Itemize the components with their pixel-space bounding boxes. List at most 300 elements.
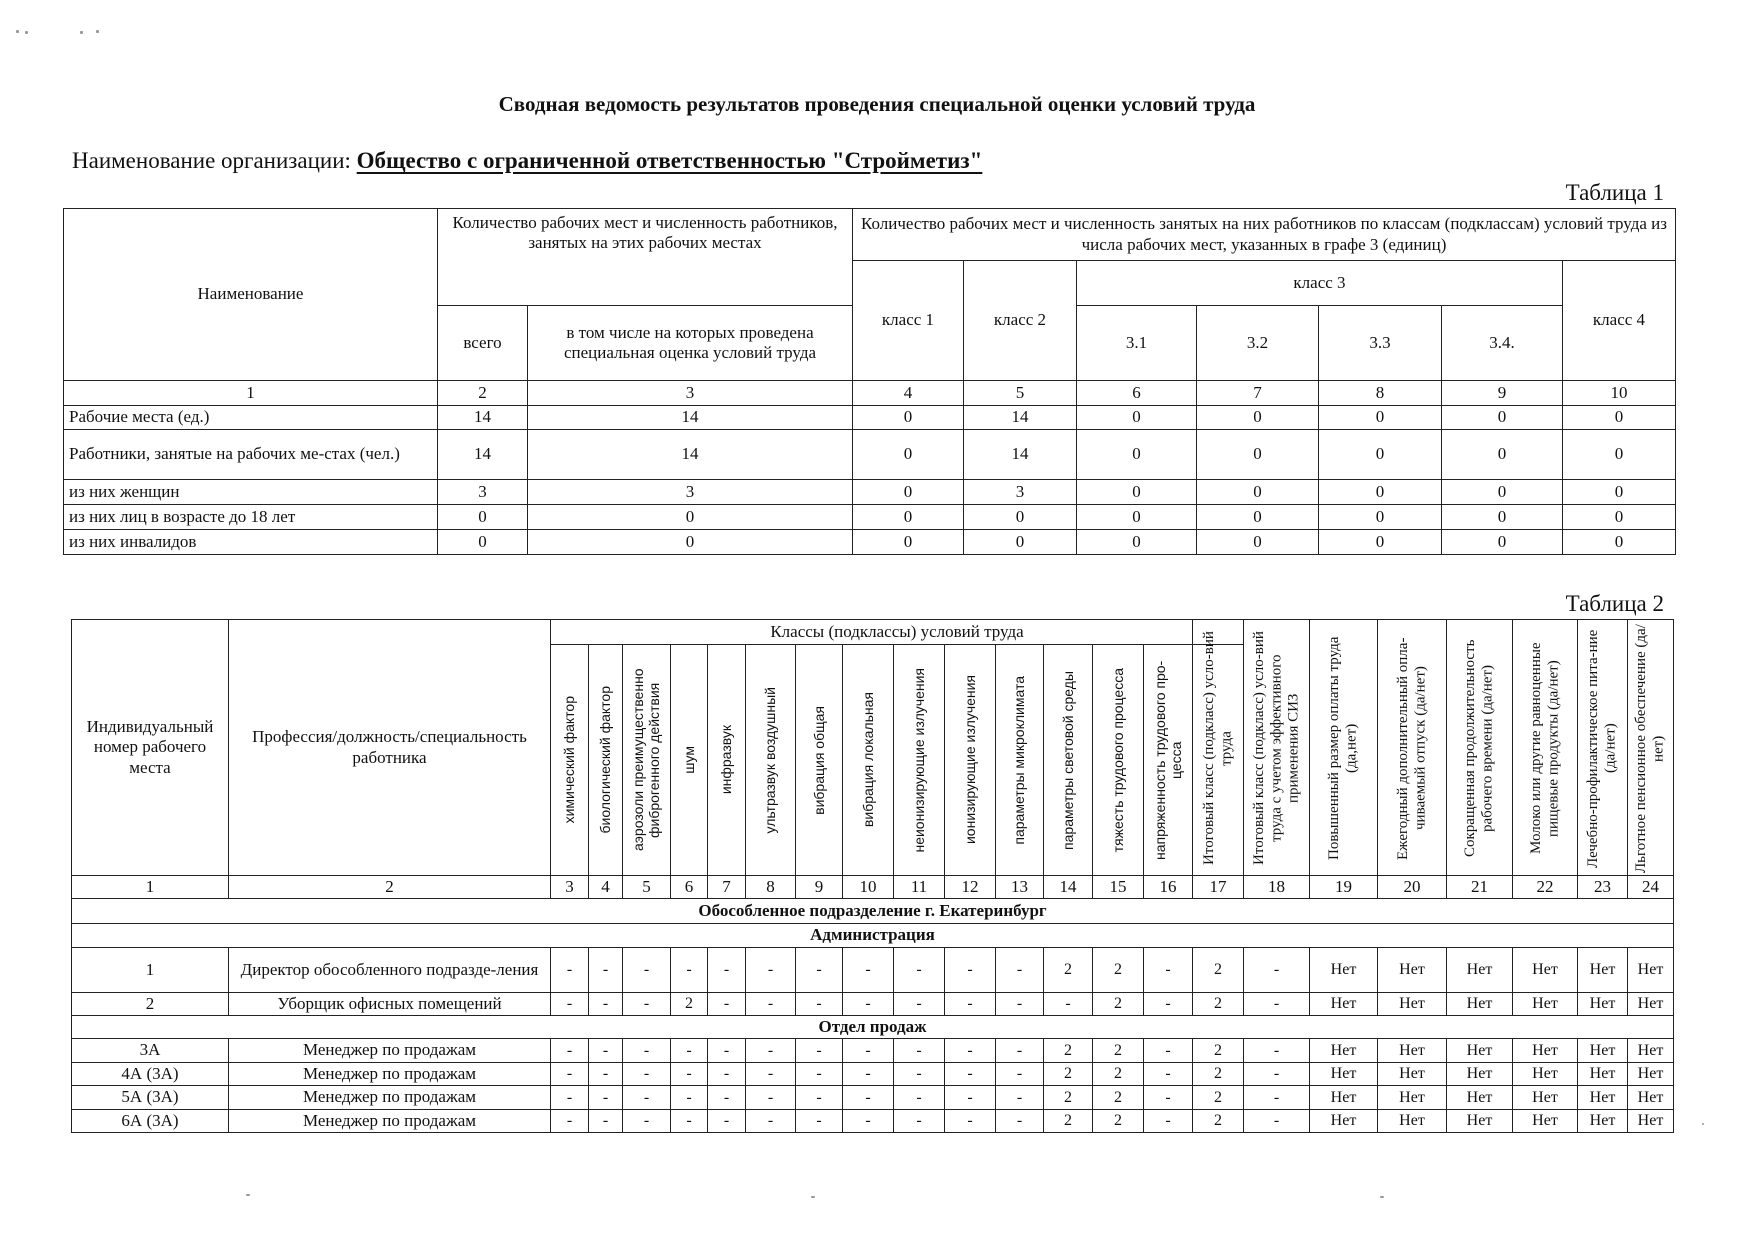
t2-row-value: -: [588, 992, 623, 1016]
t2-row-value: -: [1243, 1109, 1310, 1133]
t2-row-value: -: [795, 1109, 843, 1133]
t2-row-value: Нет: [1309, 1038, 1378, 1063]
t2-header-pension: [1627, 619, 1674, 876]
t1-row-value: 0: [1318, 405, 1442, 430]
t2-header-factor-label: тяжесть трудового процесса: [1109, 667, 1126, 853]
t1-row-name: из них женщин: [63, 479, 438, 505]
t1-header-class3: класс 3: [1076, 260, 1563, 306]
t1-row-value: 0: [1562, 529, 1676, 555]
t1-row-value: 0: [1441, 504, 1563, 530]
t1-row-value: 0: [1562, 479, 1676, 505]
t2-column-number: 12: [944, 875, 996, 899]
t1-header-sub32: 3.2: [1196, 305, 1319, 381]
t2-header-reduced-hours: [1446, 619, 1513, 876]
t2-column-number: 11: [893, 875, 945, 899]
t2-header-profession: Профессия/должность/специальность работника: [228, 619, 551, 876]
t2-column-number: 19: [1309, 875, 1378, 899]
t2-row-value: Нет: [1627, 1085, 1674, 1110]
t2-column-number: 3: [550, 875, 589, 899]
t1-row-value: 0: [1196, 529, 1319, 555]
t2-header-label: Итоговый класс (подкласс) усло-вий труда: [1200, 631, 1234, 866]
t2-row-value: -: [893, 1062, 945, 1086]
t2-row-value: -: [622, 1062, 671, 1086]
t2-row-value: -: [670, 1062, 708, 1086]
t2-column-number: 14: [1043, 875, 1093, 899]
t2-row-value: Нет: [1377, 1085, 1447, 1110]
t2-column-number: 20: [1377, 875, 1447, 899]
t1-header-class2: класс 2: [963, 260, 1077, 381]
t1-row-value: 0: [437, 504, 528, 530]
t2-row-profession: Уборщик офисных помещений: [228, 992, 551, 1016]
t2-column-number: 17: [1192, 875, 1244, 899]
t1-header-name: Наименование: [63, 208, 438, 381]
t1-row-value: 0: [1562, 405, 1676, 430]
t1-row-value: 0: [1441, 405, 1563, 430]
t2-header-factor: [795, 644, 843, 876]
t2-row-value: -: [707, 1038, 746, 1063]
t1-column-number: 1: [63, 380, 438, 406]
t2-row-value: -: [944, 947, 996, 993]
t2-row-value: -: [1243, 1038, 1310, 1063]
t1-header-sub34: 3.4.: [1441, 305, 1563, 381]
t1-row-value: 3: [437, 479, 528, 505]
t2-row-value: 2: [1092, 947, 1144, 993]
t1-header-assessed: в том числе на которых проведена специальная оценка условий труда: [527, 305, 853, 381]
t2-header-factor: [707, 644, 746, 876]
t2-row-value: -: [588, 947, 623, 993]
t2-row-value: -: [550, 992, 589, 1016]
t2-row-value: -: [588, 1038, 623, 1063]
t2-header-increased-pay: [1309, 619, 1378, 876]
t2-row-workplace-id: 4А (3А): [71, 1062, 229, 1086]
organization-name: Общество с ограниченной ответственностью "Стройметиз": [356, 148, 983, 173]
t2-column-number: 15: [1092, 875, 1144, 899]
t2-section-admin: Администрация: [71, 923, 1674, 948]
t2-column-number: 2: [228, 875, 551, 899]
t2-column-number: 4: [588, 875, 623, 899]
t2-header-label: Сокращенная продолжительность рабочего времени (да/нет): [1462, 639, 1496, 858]
t2-row-workplace-id: 2: [71, 992, 229, 1016]
t2-row-value: -: [944, 1062, 996, 1086]
t1-row-value: 0: [852, 479, 964, 505]
t2-row-value: -: [707, 992, 746, 1016]
t2-row-workplace-id: 1: [71, 947, 229, 993]
t2-row-value: -: [550, 1085, 589, 1110]
t1-column-number: 7: [1196, 380, 1319, 406]
t2-row-value: -: [670, 1038, 708, 1063]
t2-header-extra-leave: [1377, 619, 1447, 876]
t1-column-number: 4: [852, 380, 964, 406]
t2-row-value: Нет: [1577, 1038, 1628, 1063]
t2-row-value: -: [842, 1085, 894, 1110]
t2-row-value: Нет: [1512, 992, 1578, 1016]
t1-row-value: 0: [1318, 429, 1442, 480]
t2-row-value: -: [550, 1038, 589, 1063]
t2-row-value: Нет: [1446, 947, 1513, 993]
t2-header-final-class-ppe: [1243, 619, 1310, 876]
t1-row-value: 0: [1196, 504, 1319, 530]
t2-row-value: Нет: [1309, 1085, 1378, 1110]
t2-section-sales: Отдел продаж: [71, 1015, 1674, 1039]
t2-row-value: Нет: [1577, 1085, 1628, 1110]
t2-row-value: Нет: [1627, 1062, 1674, 1086]
t2-row-value: Нет: [1577, 947, 1628, 993]
t2-row-workplace-id: 5А (3А): [71, 1085, 229, 1110]
t2-column-number: 8: [745, 875, 796, 899]
t2-header-factor-label: химический фактор: [561, 696, 578, 824]
t2-row-value: -: [842, 947, 894, 993]
t2-section-division: Обособленное подразделение г. Екатеринбург: [71, 898, 1674, 924]
t2-column-number: 22: [1512, 875, 1578, 899]
t2-header-factor: [588, 644, 623, 876]
t2-column-number: 9: [795, 875, 843, 899]
t2-row-value: -: [745, 947, 796, 993]
t2-row-value: 2: [1092, 1109, 1144, 1133]
t1-row-value: 0: [1441, 479, 1563, 505]
t2-row-value: -: [1243, 1062, 1310, 1086]
t2-row-value: Нет: [1309, 947, 1378, 993]
t1-row-value: 0: [1076, 529, 1197, 555]
t2-row-value: 2: [1043, 1062, 1093, 1086]
table1-label: Таблица 1: [1565, 180, 1664, 205]
t1-row-value: 14: [527, 429, 853, 480]
t2-header-factor-label: ионизирующие излучения: [961, 675, 978, 845]
t2-row-value: -: [842, 1038, 894, 1063]
t2-column-number: 23: [1577, 875, 1628, 899]
t2-row-value: -: [707, 1062, 746, 1086]
scan-speck: [1702, 1123, 1704, 1125]
t2-row-value: -: [795, 992, 843, 1016]
t2-column-number: 6: [670, 875, 708, 899]
t2-row-profession: Директор обособленного подразде-ления: [228, 947, 551, 993]
t2-column-number: 18: [1243, 875, 1310, 899]
t2-row-value: -: [795, 1085, 843, 1110]
t2-row-value: 2: [1092, 1085, 1144, 1110]
t2-header-factor: [622, 644, 671, 876]
t2-column-number: 10: [842, 875, 894, 899]
t2-row-value: -: [995, 1062, 1044, 1086]
t2-row-value: 2: [1092, 992, 1144, 1016]
t2-row-value: -: [893, 992, 945, 1016]
t2-header-factor: [995, 644, 1044, 876]
scan-speck: [80, 31, 83, 34]
t2-header-factor-label: неионизирующие излучения: [910, 667, 927, 853]
t2-row-value: -: [745, 1062, 796, 1086]
t2-row-value: -: [893, 1038, 945, 1063]
t2-row-value: 2: [1043, 1109, 1093, 1133]
t1-row-value: 0: [1196, 405, 1319, 430]
t2-row-value: -: [842, 1109, 894, 1133]
t2-row-value: 2: [1192, 1038, 1244, 1063]
t1-row-value: 0: [1562, 504, 1676, 530]
t1-row-value: 14: [437, 429, 528, 480]
t2-row-value: 2: [1092, 1062, 1144, 1086]
t2-row-value: 2: [1192, 1062, 1244, 1086]
t2-header-factor-label: напряженность трудового про-цесса: [1151, 660, 1184, 860]
t2-header-factor: [670, 644, 708, 876]
t2-row-value: Нет: [1309, 1062, 1378, 1086]
t1-row-value: 3: [963, 479, 1077, 505]
t2-row-value: Нет: [1577, 992, 1628, 1016]
t2-header-milk: [1512, 619, 1578, 876]
t2-row-workplace-id: 3А: [71, 1038, 229, 1063]
t2-row-value: -: [670, 947, 708, 993]
t2-row-value: -: [944, 1109, 996, 1133]
t2-row-value: 2: [1043, 1038, 1093, 1063]
t2-row-value: 2: [1043, 1085, 1093, 1110]
scan-speck: [16, 30, 19, 33]
t2-row-value: -: [588, 1085, 623, 1110]
t2-row-value: Нет: [1446, 1109, 1513, 1133]
t2-header-factor-label: вибрация локальная: [859, 692, 876, 828]
t2-row-value: Нет: [1377, 947, 1447, 993]
t2-row-value: -: [944, 1085, 996, 1110]
scan-speck: [25, 31, 28, 34]
t2-header-factor: [842, 644, 894, 876]
t2-row-value: -: [1243, 992, 1310, 1016]
t2-row-value: Нет: [1627, 947, 1674, 993]
t1-row-value: 0: [527, 504, 853, 530]
t2-column-number: 24: [1627, 875, 1674, 899]
t2-row-value: -: [995, 1109, 1044, 1133]
t2-header-classes-group: Классы (подклассы) условий труда: [550, 619, 1244, 645]
t2-row-value: Нет: [1512, 947, 1578, 993]
t1-column-number: 8: [1318, 380, 1442, 406]
t2-row-value: -: [550, 947, 589, 993]
t2-row-value: -: [622, 1085, 671, 1110]
t2-column-number: 13: [995, 875, 1044, 899]
t2-row-value: 2: [1192, 947, 1244, 993]
t2-row-value: -: [622, 1109, 671, 1133]
t1-row-value: 0: [1196, 479, 1319, 505]
t1-header-count-group: Количество рабочих мест и численность работников, занятых на этих рабочих местах: [437, 208, 853, 306]
t1-row-value: 14: [963, 429, 1077, 480]
t2-row-value: Нет: [1377, 1038, 1447, 1063]
t2-header-workplace-number: Индивидуальный номер рабочего места: [71, 619, 229, 876]
t2-row-value: -: [1143, 992, 1193, 1016]
t2-header-factor: [1092, 644, 1144, 876]
t2-header-factor: [893, 644, 945, 876]
t2-row-value: Нет: [1446, 1085, 1513, 1110]
scan-speck: [96, 30, 99, 33]
t2-row-value: Нет: [1377, 992, 1447, 1016]
t2-row-value: -: [1143, 1085, 1193, 1110]
t2-row-value: -: [995, 992, 1044, 1016]
t2-column-number: 7: [707, 875, 746, 899]
t2-row-value: Нет: [1577, 1062, 1628, 1086]
t2-row-value: -: [670, 1109, 708, 1133]
t2-row-value: -: [795, 1062, 843, 1086]
t2-row-value: -: [745, 992, 796, 1016]
t2-row-value: 2: [1192, 992, 1244, 1016]
t2-row-value: Нет: [1512, 1085, 1578, 1110]
t2-row-value: -: [745, 1085, 796, 1110]
t2-row-value: -: [893, 1085, 945, 1110]
t2-row-value: -: [550, 1109, 589, 1133]
t2-row-value: -: [707, 947, 746, 993]
t2-row-value: 2: [1192, 1085, 1244, 1110]
t2-row-value: 2: [670, 992, 708, 1016]
t2-row-value: Нет: [1446, 992, 1513, 1016]
t1-row-value: 0: [1441, 529, 1563, 555]
t2-row-value: Нет: [1377, 1062, 1447, 1086]
t2-row-value: Нет: [1512, 1109, 1578, 1133]
t2-header-factor: [944, 644, 996, 876]
t2-header-therapeutic-food: [1577, 619, 1628, 876]
t1-row-value: 14: [527, 405, 853, 430]
t2-row-value: -: [745, 1109, 796, 1133]
t1-column-number: 3: [527, 380, 853, 406]
t1-row-value: 0: [852, 429, 964, 480]
document-title: Сводная ведомость результатов проведения специальной оценки условий труда: [498, 92, 1256, 116]
t1-row-value: 0: [1076, 405, 1197, 430]
t1-column-number: 2: [437, 380, 528, 406]
t2-row-value: -: [745, 1038, 796, 1063]
t2-row-value: -: [944, 992, 996, 1016]
t2-row-workplace-id: 6А (3А): [71, 1109, 229, 1133]
t2-header-label: Ежегодный дополнительный опла-чиваемый отпуск (да/нет): [1394, 637, 1428, 860]
t2-row-value: Нет: [1577, 1109, 1628, 1133]
t1-row-value: 14: [963, 405, 1077, 430]
t1-row-value: 0: [1318, 529, 1442, 555]
t2-row-value: -: [842, 992, 894, 1016]
t1-row-value: 0: [1076, 429, 1197, 480]
t1-row-value: 0: [1318, 504, 1442, 530]
t2-header-label: Лечебно-профилактическое пита-ние (да/нет): [1585, 629, 1619, 868]
t2-row-value: Нет: [1377, 1109, 1447, 1133]
t1-header-sub33: 3.3: [1318, 305, 1442, 381]
t2-row-value: Нет: [1446, 1038, 1513, 1063]
t1-row-value: 0: [1318, 479, 1442, 505]
t1-header-total: всего: [437, 305, 528, 381]
t2-row-value: -: [795, 947, 843, 993]
t2-row-value: Нет: [1627, 1038, 1674, 1063]
t2-row-value: -: [622, 1038, 671, 1063]
t2-column-number: 16: [1143, 875, 1193, 899]
t1-column-number: 5: [963, 380, 1077, 406]
t2-row-value: -: [550, 1062, 589, 1086]
t1-header-sub31: 3.1: [1076, 305, 1197, 381]
t2-row-value: -: [1043, 992, 1093, 1016]
t2-row-value: -: [893, 1109, 945, 1133]
t1-row-value: 0: [963, 504, 1077, 530]
t2-row-value: -: [1243, 1085, 1310, 1110]
t2-header-label: Льготное пенсионное обеспечение (да/нет): [1633, 624, 1667, 873]
t2-header-factor: [550, 644, 589, 876]
t1-row-value: 0: [1196, 429, 1319, 480]
t2-row-value: -: [842, 1062, 894, 1086]
t2-header-label: Итоговый класс (подкласс) усло-вий труда с учетом эффективного применения СИЗ: [1250, 631, 1302, 866]
t1-header-classes-group: Количество рабочих мест и численность занятых на них работников по классам (подклассам) условий труда из числа рабочих мест, указанных в графе 3 (единиц): [852, 208, 1676, 261]
t1-row-value: 0: [1441, 429, 1563, 480]
t1-row-value: 0: [1076, 479, 1197, 505]
t2-row-profession: Менеджер по продажам: [228, 1038, 551, 1063]
t1-row-name: Рабочие места (ед.): [63, 405, 438, 430]
t2-row-profession: Менеджер по продажам: [228, 1062, 551, 1086]
t2-column-number: 5: [622, 875, 671, 899]
t2-header-factor-label: параметры световой среды: [1059, 670, 1076, 850]
t2-row-value: Нет: [1446, 1062, 1513, 1086]
t1-column-number: 9: [1441, 380, 1563, 406]
t2-row-profession: Менеджер по продажам: [228, 1109, 551, 1133]
t2-row-value: -: [1143, 947, 1193, 993]
t2-row-value: -: [893, 947, 945, 993]
t2-column-number: 1: [71, 875, 229, 899]
organization-line: [72, 148, 982, 174]
scan-speck: [811, 1196, 815, 1198]
t1-column-number: 6: [1076, 380, 1197, 406]
t1-row-value: 0: [852, 405, 964, 430]
t2-header-factor-label: инфразвук: [718, 725, 735, 795]
t2-row-value: -: [1243, 947, 1310, 993]
t2-row-value: -: [795, 1038, 843, 1063]
t2-row-value: -: [707, 1109, 746, 1133]
t2-row-value: Нет: [1627, 992, 1674, 1016]
t2-header-factor-label: вибрация общая: [810, 705, 827, 815]
t1-column-number: 10: [1562, 380, 1676, 406]
t1-row-value: 0: [437, 529, 528, 555]
t2-header-factor-label: ультразвук воздушный: [762, 686, 779, 834]
t2-row-value: -: [670, 1085, 708, 1110]
t2-row-value: -: [588, 1062, 623, 1086]
t2-row-value: Нет: [1309, 1109, 1378, 1133]
t2-header-label: Повышенный размер оплаты труда (да,нет): [1326, 636, 1360, 861]
scan-speck: [1380, 1196, 1384, 1198]
t2-row-value: -: [995, 1038, 1044, 1063]
t2-row-value: -: [944, 1038, 996, 1063]
t1-row-name: из них лиц в возрасте до 18 лет: [63, 504, 438, 530]
t2-column-number: 21: [1446, 875, 1513, 899]
t2-header-factor: [745, 644, 796, 876]
t2-row-value: -: [622, 992, 671, 1016]
t2-row-value: 2: [1192, 1109, 1244, 1133]
t1-row-value: 0: [1076, 504, 1197, 530]
t1-row-value: 0: [963, 529, 1077, 555]
t2-row-value: -: [707, 1085, 746, 1110]
t2-row-profession: Менеджер по продажам: [228, 1085, 551, 1110]
t2-row-value: -: [1143, 1109, 1193, 1133]
t2-row-value: -: [995, 1085, 1044, 1110]
t2-header-label: Молоко или другие равноценные пищевые продукты (да/нет): [1527, 642, 1561, 855]
t2-row-value: -: [1143, 1062, 1193, 1086]
t2-row-value: -: [1143, 1038, 1193, 1063]
t1-row-name: Работники, занятые на рабочих ме-стах (чел.): [63, 429, 438, 480]
t1-row-value: 14: [437, 405, 528, 430]
t2-row-value: Нет: [1512, 1062, 1578, 1086]
t1-row-value: 0: [1562, 429, 1676, 480]
t2-row-value: -: [622, 947, 671, 993]
t1-header-class4: класс 4: [1562, 260, 1676, 381]
t2-header-factor-label: биологический фактор: [597, 686, 614, 834]
organization-label: Наименование организации:: [72, 148, 351, 173]
scan-speck: [246, 1194, 250, 1196]
t1-row-value: 0: [527, 529, 853, 555]
t2-header-factor-label: шум: [680, 746, 697, 774]
t2-header-factor-label: аэрозоли преимущественно фиброгенного действия: [630, 668, 663, 852]
t1-header-class1: класс 1: [852, 260, 964, 381]
table2-label: Таблица 2: [1565, 591, 1664, 616]
t1-row-value: 0: [852, 504, 964, 530]
t1-row-value: 3: [527, 479, 853, 505]
t1-row-value: 0: [852, 529, 964, 555]
t2-header-factor: [1043, 644, 1093, 876]
t1-row-name: из них инвалидов: [63, 529, 438, 555]
t2-row-value: Нет: [1309, 992, 1378, 1016]
t2-header-factor: [1143, 644, 1193, 876]
t2-row-value: Нет: [1627, 1109, 1674, 1133]
t2-row-value: -: [588, 1109, 623, 1133]
t2-row-value: Нет: [1512, 1038, 1578, 1063]
